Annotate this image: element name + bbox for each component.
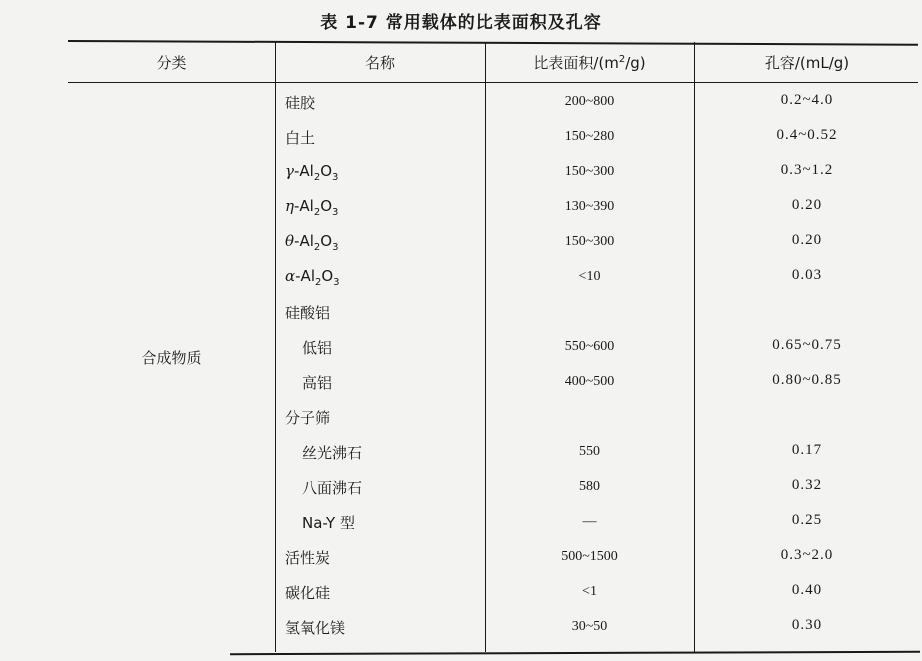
row-pore-volume: 0.40 [791,582,823,598]
row-surface-area: 550 [579,444,600,459]
row-name [285,232,480,253]
table-row [0,333,922,363]
header-rule [68,82,918,83]
row-name-name-prefix: -Al [295,267,315,285]
header-area-sup: 2 [618,54,626,65]
row-pore-volume: 0.20 [791,232,823,248]
header-pore-volume: 孔容/(mL/g) [764,54,850,72]
row-surface-area: 150~300 [564,164,615,179]
row-name [285,267,480,288]
table-row [0,613,922,643]
table-bottom-rule [230,651,920,655]
row-name [285,162,480,183]
row-name: 高铝 [302,374,333,392]
row-surface-area: 550~600 [564,339,615,354]
table-row [0,193,922,223]
table-row [0,158,922,188]
row-name: 低铝 [302,339,333,357]
row-pore-volume: 0.20 [791,197,823,213]
row-name-name-mid: O [320,197,333,215]
row-name-subscript: 3 [333,277,340,288]
table-row [0,263,922,293]
row-name: 白土 [285,129,316,147]
row-name-subscript: 2 [313,207,321,218]
table-row [0,298,922,328]
row-pore-volume: 0.3~1.2 [780,162,834,178]
row-name-subscript: 2 [314,277,322,288]
row-surface-area: — [582,514,597,529]
row-name-name-mid: O [320,232,333,250]
row-name-greek: α [285,267,296,285]
row-name: Na-Y 型 [302,514,355,532]
table-row [0,228,922,258]
row-surface-area: 500~1500 [561,549,618,564]
row-name-greek: θ [285,232,295,250]
row-name-name-mid: O [320,162,332,180]
row-surface-area: <1 [582,584,597,599]
row-surface-area: 400~500 [564,374,615,389]
row-surface-area: 150~280 [564,129,615,144]
row-name-greek: η [285,197,294,215]
row-name: 八面沸石 [302,479,363,497]
row-surface-area: 200~800 [564,94,615,109]
row-name-name-mid: O [321,267,334,285]
row-name: 硅酸铝 [285,304,331,322]
row-name [285,197,480,218]
row-name-name-prefix: -Al [294,197,314,215]
table-row [0,123,922,153]
row-pore-volume: 0.17 [791,442,823,458]
header-category: 分类 [156,54,187,72]
row-pore-volume: 0.80~0.85 [772,372,842,388]
row-surface-area: 580 [579,479,600,494]
row-name-greek: γ [285,162,294,180]
table-row [0,578,922,608]
row-pore-volume: 0.3~2.0 [780,547,834,563]
row-name-subscript: 2 [313,242,321,253]
row-name-name-prefix: -Al [293,162,314,180]
row-pore-volume: 0.25 [791,512,823,528]
row-name: 分子筛 [285,409,331,427]
row-pore-volume: 0.65~0.75 [772,337,842,353]
category-cell: 合成物质 [141,349,202,367]
row-pore-volume: 0.32 [791,477,823,493]
row-surface-area: <10 [578,269,601,284]
table-row [0,438,922,468]
row-name-subscript: 3 [332,172,339,183]
table-row [0,88,922,118]
row-name-subscript: 3 [332,242,339,253]
row-pore-volume: 0.03 [791,267,823,283]
row-surface-area: 30~50 [571,619,608,634]
row-name-subscript: 2 [313,172,321,183]
row-name-subscript: 3 [332,207,339,218]
table-row [0,403,922,433]
row-surface-area: 150~300 [564,234,615,249]
row-name-name-prefix: -Al [294,232,314,250]
row-pore-volume: 0.4~0.52 [776,127,838,143]
table-row [0,473,922,503]
row-name: 碳化硅 [285,584,331,602]
header-name: 名称 [364,54,395,72]
header-area-prefix: 比表面积/(m [533,54,619,72]
row-pore-volume: 0.30 [791,617,823,633]
row-name: 硅胶 [285,94,316,112]
table-row [0,368,922,398]
row-name: 丝光沸石 [302,444,363,462]
row-pore-volume: 0.2~4.0 [780,92,834,108]
row-surface-area: 130~390 [564,199,615,214]
table-title: 表 1-7 常用载体的比表面积及孔容 [320,13,602,33]
row-name: 氢氧化镁 [285,619,346,637]
row-name: 活性炭 [285,549,331,567]
header-surface-area [485,52,694,73]
header-area-suffix: /g) [625,54,646,72]
table-row [0,543,922,573]
table-row [0,508,922,538]
table-top-rule [68,40,918,46]
